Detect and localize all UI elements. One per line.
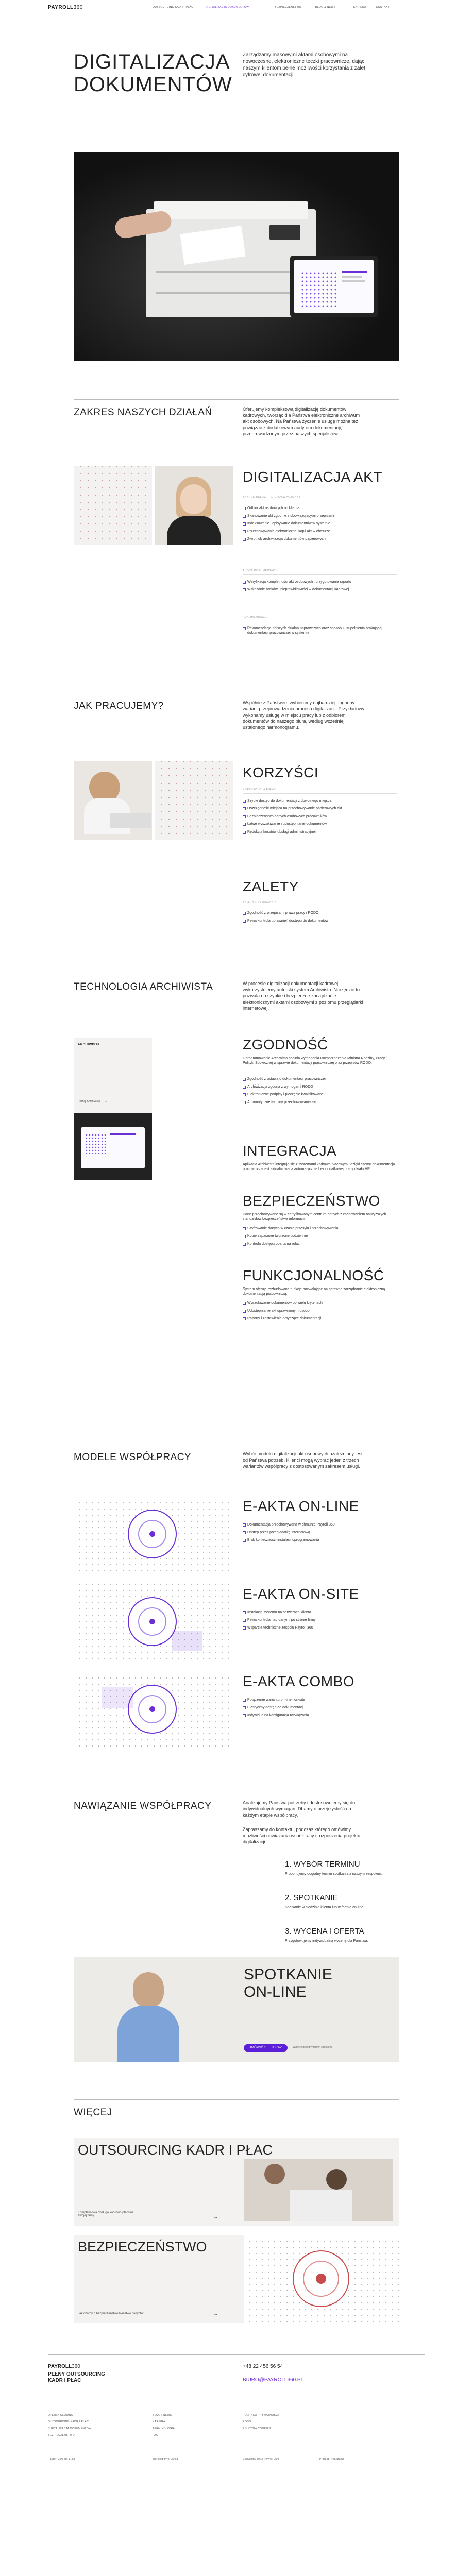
nawiazanie-text-1: Analizujemy Państwa potrzeby i dostosowujemy się do indywidualnych wymagań. Dbamy o przejrzystość na każdym etapie współpracy. <box>243 1800 356 1818</box>
consultant-photo <box>115 1970 182 2062</box>
nav-kontakt[interactable]: KONTAKT <box>376 6 390 9</box>
korzysci-title: KORZYŚCI <box>243 765 319 781</box>
nav-bezpieczenstwo[interactable]: BEZPIECZEŃSTWO <box>275 6 301 9</box>
model-online-graphic <box>74 1497 231 1571</box>
logo[interactable]: PAYROLL360 <box>48 5 83 10</box>
list-item: Dostęp przez przeglądarkę internetową <box>243 1530 397 1535</box>
akt-dot-card <box>74 466 152 545</box>
footer-link[interactable]: BEZPIECZEŃSTWO <box>48 2434 75 2437</box>
footer-link[interactable]: OFERTA GŁÓWNA <box>48 2414 73 2417</box>
hero-image <box>74 152 399 361</box>
akt-photo <box>155 466 233 545</box>
model-onsite-title: E-AKTA ON-SITE <box>243 1586 359 1602</box>
praca-photo <box>74 761 152 840</box>
footer-link[interactable]: KARIERA <box>153 2420 165 2424</box>
bezpieczenstwo-title: BEZPIECZEŃSTWO <box>243 1193 380 1209</box>
model-combo-title: E-AKTA COMBO <box>243 1673 355 1689</box>
list-item: Elektroniczne podpisy i pieczęcie kwalifikowane <box>243 1092 397 1097</box>
list-item: Dokumentacja przechowywana w chmurze Payroll 360 <box>243 1522 397 1527</box>
footer-link[interactable]: POLITYKA PRYWATNOŚCI <box>243 2414 279 2417</box>
list-item: Przechowywanie elektronicznej kopii akt w chmurze <box>243 529 397 534</box>
akt-label-1: ZAKRES USŁUG — DIGITALIZACJA AKT <box>243 496 301 499</box>
akt-title: DIGITALIZACJA AKT <box>243 469 382 485</box>
modele-text: Wybór modelu digitalizacji akt osobowych uzależniony jest od Państwa potrzeb. Klienci mogą wybrać jeden z trzech wariantów współpracy z dostosowanym zakresem usługi. <box>243 1451 363 1469</box>
zakres-text: Oferujemy kompleksową digitalizację dokumentów kadrowych, tworząc dla Państwa elektroniczne archiwum akt osobowych. Na Państwa życzenie usługę można też powiązać z dodatkowym audytem dokumentacji, przeprowadzonym przez naszych specjalistów. <box>243 406 360 436</box>
page-intro: Zarządzamy masowymi aktami osobowymi na nowoczesne, elektroniczne teczki pracownicze, dając naszym klientom pełne możliwości korzystania z zalet cyfrowej dokumentacji. <box>243 52 365 78</box>
section-title-technologia: TECHNOLOGIA ARCHIWISTA <box>74 981 213 992</box>
nawiazanie-text-2: Zapraszamy do kontaktu, podczas którego omówimy możliwości nawiązania współpracy i rozpoczęcia projektu digitalizacji. <box>243 1827 361 1844</box>
list-item: Odbiór akt osobowych od klienta <box>243 506 397 511</box>
model-online-list <box>243 1522 397 1546</box>
more-card-outsourcing[interactable]: OUTSOURCING KADR I PŁAC Kompleksowa obsługa kadrowo-płacowa Twojej firmy → <box>74 2138 399 2226</box>
footer-link[interactable]: RODO <box>243 2420 251 2424</box>
zgodnosc-title: ZGODNOŚĆ <box>243 1037 328 1053</box>
integracja-title: INTEGRACJA <box>243 1143 337 1159</box>
model-onsite-graphic <box>74 1584 231 1659</box>
more-card-bezpieczenstwo[interactable]: BEZPIECZEŃSTWO Jak dbamy o bezpieczeństwo Państwa danych? → <box>74 2235 399 2323</box>
outsourcing-photo <box>244 2159 393 2221</box>
footer-logo[interactable]: PAYROLL360 <box>48 2364 80 2369</box>
praca-text: Współnie z Państwem wybieramy najbardziej dogodny wariant przeprowadzenia procesu digitalizacji. Przykładowy wykonamy usługę w miejscu pracy lub z odbiorem dokumentów do naszego biura, według wcześniej ustalonego harmonogramu. <box>243 700 365 730</box>
divider <box>74 399 399 400</box>
list-item: Elastyczny dostęp do dokumentacji <box>243 1705 397 1710</box>
akt-list-1 <box>243 506 397 545</box>
footer-link[interactable]: DIGITALIZACJA DOKUMENTÓW <box>48 2427 92 2430</box>
korzysci-list <box>243 799 397 837</box>
list-item: Archiwizacja zgodna z wymogami RODO <box>243 1084 397 1089</box>
list-item: Brak konieczności instalacji oprogramowania <box>243 1538 397 1543</box>
list-item: Kontrola dostępu oparta na rolach <box>243 1242 397 1246</box>
akt-list-3 <box>243 626 397 638</box>
archiwista-label: ARCHIWISTA <box>78 1043 100 1046</box>
footer-email[interactable]: BIURO@PAYROLL360.PL <box>243 2377 304 2383</box>
list-item: Bezpieczeństwo danych osobowych pracowników <box>243 814 397 819</box>
site-footer: PAYROLL360 PEŁNY OUTSOURCING KADR I PŁAC +48 22 456 56 54 BIURO@PAYROLL360.PL OFERTA GŁÓWNA OUTSOURCING KADR I PŁAC DIGITALIZACJA DOKUMENTÓW BEZPIECZEŃSTWO BLOG I NEWS KARIERA TERMINOLOGIA FAQ POLITYKA PRYWATNOŚCI RODO POLITYKA COOKIES Payroll 360 sp. z o.o. biuro@payroll360.pl Copyright 2022 Payroll 360 Projekt i realizacja <box>0 2354 473 2576</box>
list-item: Skanowanie akt zgodnie z obowiązującymi przepisami <box>243 514 397 518</box>
list-item: Szyfrowanie danych w czasie przesyłu i przechowywania <box>243 1226 397 1231</box>
list-item: Indeksowanie i opisywanie dokumentów w systemie <box>243 521 397 526</box>
list-item: Pełna kontrola uprawnień dostępu do dokumentów <box>243 919 397 923</box>
list-item: Udostępnianie akt uprawnionym osobom <box>243 1309 397 1313</box>
step-1-title: 1. WYBÓR TERMINU <box>285 1860 360 1869</box>
section-title-wiecej: WIĘCEJ <box>74 2107 112 2118</box>
zalety-title: ZALETY <box>243 878 299 894</box>
nav-outsourcing[interactable]: OUTSOURCING KADR I PŁAC <box>153 6 194 9</box>
model-combo-graphic <box>74 1672 231 1747</box>
step-3-title: 3. WYCENA I OFERTA <box>285 1927 364 1936</box>
akt-label-3: REKOMENDACJE <box>243 616 268 619</box>
list-item: Zgodność z ustawą o dokumentacji pracowniczej <box>243 1077 397 1081</box>
zgodnosc-list <box>243 1077 397 1108</box>
list-item: Wsparcie techniczne zespołu Payroll 360 <box>243 1625 397 1630</box>
footer-link[interactable]: POLITYKA COOKIES <box>243 2427 271 2430</box>
section-title-modele: MODELE WSPÓŁPRACY <box>74 1452 192 1463</box>
list-item: Instalacja systemu na serwerach klienta <box>243 1610 397 1615</box>
archiwista-tablet <box>74 1113 152 1180</box>
book-meeting-button[interactable]: UMÓWIĆ SIĘ TERAZ <box>244 2044 288 2052</box>
list-item: Raporty i zestawienia dotyczące dokumentacji <box>243 1316 397 1321</box>
list-item: Pełna kontrola nad danymi po stronie firmy <box>243 1618 397 1622</box>
page-title: DIGITALIZACJA DOKUMENTÓW <box>74 50 232 96</box>
footer-link[interactable]: TERMINOLOGIA <box>153 2427 175 2430</box>
list-item: Wskazanie braków i nieprawidłowości w dokumentacji kadrowej <box>243 587 397 592</box>
site-header <box>0 0 473 14</box>
list-item: Zwrot lub archiwizacja dokumentów papierowych <box>243 537 397 541</box>
security-graphic <box>244 2235 399 2323</box>
archiwista-sub: Poznaj z Archiwista <box>78 1100 100 1103</box>
arrow-right-icon: → <box>105 1100 108 1103</box>
list-item: Kopie zapasowe tworzone codziennie <box>243 1234 397 1239</box>
list-item: Rekomendacje dalszych działań naprawczych oraz sposobu uzupełnienia brakującej dokumentacji pracowniczej w systemie <box>243 626 397 635</box>
footer-link[interactable]: FAQ <box>153 2434 159 2437</box>
akt-list-2 <box>243 580 397 595</box>
section-title-zakres: ZAKRES NASZYCH DZIAŁAŃ <box>74 407 212 418</box>
arrow-right-icon[interactable]: → <box>213 2311 218 2317</box>
funkcjonalnosc-title: FUNKCJONALNOŚĆ <box>243 1267 384 1283</box>
model-onsite-list <box>243 1610 397 1633</box>
list-item: Oszczędność miejsca na przechowywanie papierowych akt <box>243 806 397 811</box>
list-item: Indywidualna konfiguracja rozwiązania <box>243 1713 397 1718</box>
nav-blog[interactable]: BLOG & NEWS <box>315 6 336 9</box>
nav-digitalizacja[interactable]: DIGITALIZACJA DOKUMENTÓW <box>206 6 249 9</box>
list-item: Połączenie wariantu on-line i on-site <box>243 1698 397 1702</box>
list-item: Wyszukiwanie dokumentów po wielu kryteriach <box>243 1301 397 1306</box>
nav-kariera[interactable]: KARIERA <box>353 6 366 9</box>
spotkanie-card: SPOTKANIE ON-LINE UMÓWIĆ SIĘ TERAZ Wybierz dogodny termin spotkania <box>74 1957 399 2062</box>
section-title-praca: JAK PRACUJEMY? <box>74 701 164 711</box>
praca-dot-card <box>155 761 233 840</box>
bezpieczenstwo-list <box>243 1226 397 1249</box>
list-item: Zgodność z przepisami prawa pracy i RODO <box>243 911 397 916</box>
section-title-nawiazanie: NAWIĄZANIE WSPÓŁPRACY <box>74 1801 212 1811</box>
list-item: Weryfikacja kompletności akt osobowych i przygotowanie raportu <box>243 580 397 584</box>
arrow-right-icon[interactable]: → <box>213 2214 218 2220</box>
list-item: Łatwe wyszukiwanie i udostępnianie dokumentów <box>243 822 397 826</box>
step-2-title: 2. SPOTKANIE <box>285 1893 338 1902</box>
footer-link[interactable]: OUTSOURCING KADR I PŁAC <box>48 2420 89 2424</box>
funkcjonalnosc-list <box>243 1301 397 1324</box>
list-item: Redukcja kosztów obsługi administracyjnej <box>243 829 397 834</box>
model-combo-list <box>243 1698 397 1721</box>
list-item: Szybki dostęp do dokumentacji z dowolnego miejsca <box>243 799 397 803</box>
footer-phone[interactable]: +48 22 456 56 54 <box>243 2364 283 2369</box>
technologia-text: W procesie digitalizacji dokumentacji kadrowej wykorzystujemy autorski system Archiwista. Narzędzie to pozwala na szybkie i bezpieczne zarządzanie elektronicznymi aktami osobowymi z poziomu przeglądarki internetowej. <box>243 981 363 1011</box>
akt-label-2: AUDYT DOKUMENTACJI <box>243 569 278 572</box>
archiwista-card[interactable] <box>74 1038 152 1113</box>
zalety-list <box>243 911 397 926</box>
footer-link[interactable]: BLOG I NEWS <box>153 2414 172 2417</box>
list-item: Automatyczne terminy przechowywania akt <box>243 1100 397 1105</box>
spotkanie-title: SPOTKANIE ON-LINE <box>244 1966 332 2001</box>
model-online-title: E-AKTA ON-LINE <box>243 1498 359 1514</box>
